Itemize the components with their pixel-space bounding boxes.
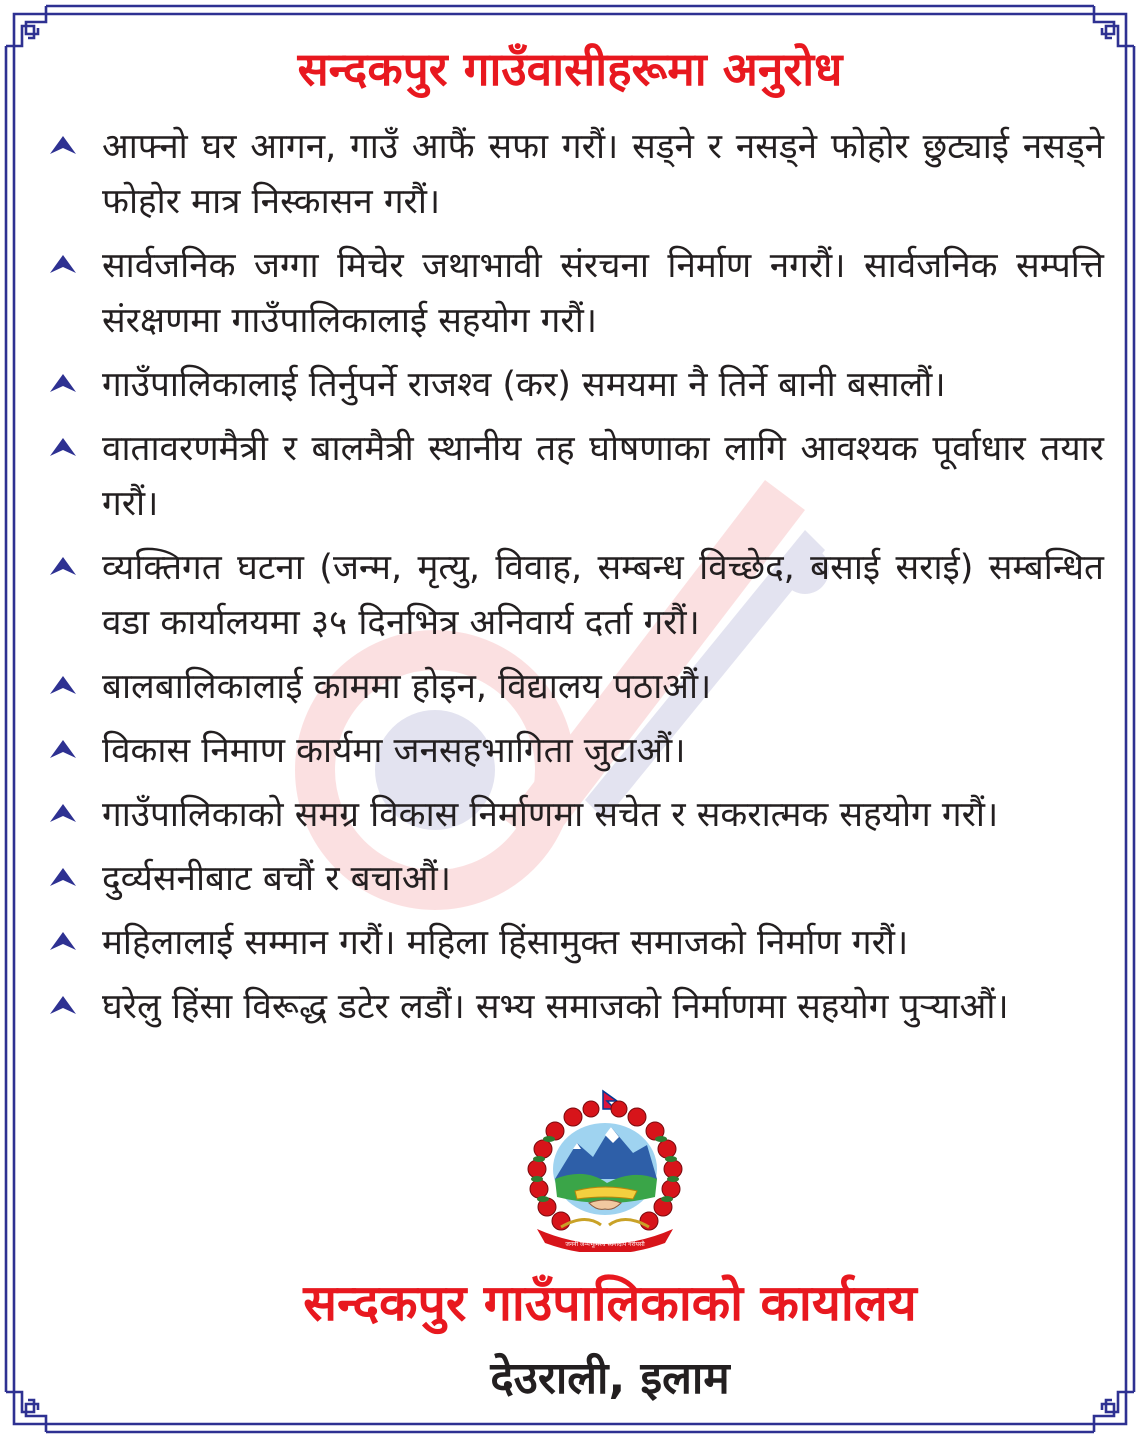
triangle-bullet-icon xyxy=(50,136,76,154)
triangle-bullet-icon xyxy=(50,868,76,886)
list-item-text: गाउँपालिकालाई तिर्नुपर्ने राजश्व (कर) समयमा नै तिर्ने बानी बसालौं। xyxy=(102,365,946,405)
list-item-text: बालबालिकालाई काममा होइन, विद्यालय पठाऔं। xyxy=(102,667,712,707)
list-item xyxy=(48,120,1104,230)
triangle-bullet-icon xyxy=(50,255,76,273)
emblem-motto: जननी जन्मभूमिश्च स्वर्गादपि गरीयसी xyxy=(565,1241,645,1248)
list-item xyxy=(48,358,1104,413)
list-item xyxy=(48,980,1104,1035)
list-item xyxy=(48,852,1104,907)
triangle-bullet-icon xyxy=(50,676,76,694)
list-item xyxy=(48,239,1104,349)
list-item-text: आफ्नो घर आगन, गाउँ आफैं सफा गरौं। सड्ने र नसड्ने फोहोर छुट्याई नसड्ने फोहोर मात्र निस्कासन गरौं। xyxy=(102,127,1104,222)
triangle-bullet-icon xyxy=(50,374,76,392)
triangle-bullet-icon xyxy=(50,438,76,456)
request-list xyxy=(48,120,1104,1044)
list-item-text: विकास निमाण कार्यमा जनसहभागिता जुटाऔं। xyxy=(102,731,686,771)
list-item xyxy=(48,422,1104,532)
list-item-text: गाउँपालिकाको समग्र विकास निर्माणमा सचेत र सकरात्मक सहयोग गरौं। xyxy=(102,795,999,835)
office-location: देउराली, इलाम xyxy=(490,1353,730,1404)
office-name: सन्दकपुर गाउँपालिकाको कार्यालय xyxy=(303,1274,917,1332)
list-item-text: वातावरणमैत्री र बालमैत्री स्थानीय तह घोषणाका लागि आवश्यक पूर्वाधार तयार गरौं। xyxy=(102,429,1104,524)
list-item-text: महिलालाई सम्मान गरौं। महिला हिंसामुक्त समाजको निर्माण गरौं। xyxy=(102,923,909,963)
coat-of-arms-icon xyxy=(515,1087,695,1252)
list-item xyxy=(48,916,1104,971)
triangle-bullet-icon xyxy=(50,996,76,1014)
page-title: सन्दकपुर गाउँवासीहरूमा अनुरोध xyxy=(297,42,843,96)
list-item xyxy=(48,788,1104,843)
list-item xyxy=(48,660,1104,715)
triangle-bullet-icon xyxy=(50,740,76,758)
triangle-bullet-icon xyxy=(50,804,76,822)
triangle-bullet-icon xyxy=(50,932,76,950)
triangle-bullet-icon xyxy=(50,557,76,575)
list-item-text: सार्वजनिक जग्गा मिचेर जथाभावी संरचना निर्माण नगरौं। सार्वजनिक सम्पत्ति संरक्षणमा गाउँपालिकालाई सहयोग गरौं। xyxy=(102,246,1104,341)
list-item xyxy=(48,724,1104,779)
list-item-text: दुर्व्यसनीबाट बचौं र बचाऔं। xyxy=(102,859,451,899)
list-item-text: घरेलु हिंसा विरूद्ध डटेर लडौं। सभ्य समाजको निर्माणमा सहयोग पुऱ्याऔं। xyxy=(102,987,1009,1027)
list-item-text: व्यक्तिगत घटना (जन्म, मृत्यु, विवाह, सम्बन्ध विच्छेद, बसाई सराई) सम्बन्धित वडा कार्यालयमा ३५ दिनभित्र अनिवार्य दर्ता गरौं। xyxy=(102,548,1104,643)
list-item xyxy=(48,541,1104,651)
